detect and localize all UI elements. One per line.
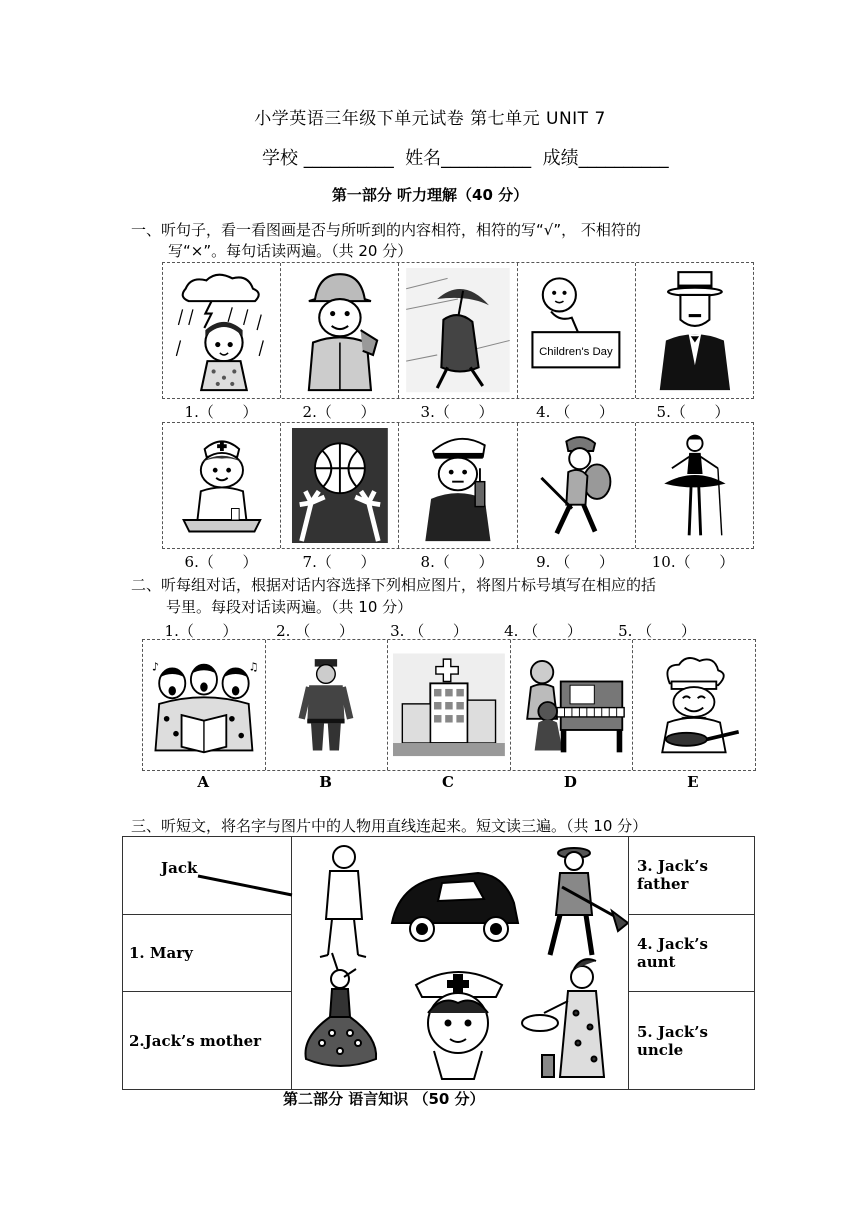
gentleman-icon — [641, 268, 749, 392]
exam-title: 小学英语三年级下单元试卷 第七单元 UNIT 7 — [254, 109, 606, 129]
section2-blank-3[interactable]: 3. （ ） — [390, 622, 468, 640]
picture-childrens-day — [518, 263, 636, 398]
matching-table — [122, 836, 755, 1090]
picture-windy-man — [399, 263, 517, 398]
dancer-icon — [641, 428, 749, 543]
answer-blank-5[interactable]: 5.（ ） — [656, 403, 730, 421]
part1-heading: 第一部分 听力理解（40 分） — [331, 186, 529, 204]
section1-instruction-line1: 一、听句子，看一看图画是否与所听到的内容相符，相符的写“√”， 不相符的 — [131, 221, 641, 239]
picture-singers — [143, 640, 266, 770]
singers-icon — [148, 645, 260, 765]
picture-basketball-hands — [281, 423, 399, 548]
section1-number-row-2 — [162, 551, 752, 572]
answer-blank-1[interactable]: 1.（ ） — [184, 403, 258, 421]
picture-gentleman — [636, 263, 753, 398]
student-info-line: 学校 __________ 姓名__________ 成绩__________ — [262, 148, 669, 169]
car-figure — [392, 873, 518, 941]
section3-instruction: 三、听短文，将名字与图片中的人物用直线连起来。短文读三遍。（共 10 分） — [131, 817, 648, 835]
picture-nurse-tray — [163, 423, 281, 548]
picture-policeman-radio — [399, 423, 517, 548]
shoveling-man-figure — [550, 848, 628, 955]
section2-instruction-line2: 号里。每段对话读两遍。（共 10 分） — [166, 598, 413, 616]
people-pictures-icon — [292, 837, 628, 1085]
nurse-figure — [416, 972, 502, 1079]
windy-man-icon — [404, 268, 512, 392]
picture-worker — [281, 263, 399, 398]
section1-number-row-1 — [162, 401, 752, 422]
basketball-hands-icon — [286, 428, 394, 543]
section1-picture-row-1 — [162, 262, 754, 399]
music-note-icon: ♪ — [151, 660, 159, 674]
match-right-aunt: 4. Jack’s aunt — [629, 914, 755, 992]
worker-icon — [286, 268, 394, 392]
answer-blank-6[interactable]: 6.（ ） — [184, 553, 258, 571]
picture-piano-lesson — [511, 640, 634, 770]
childrens-day-icon — [522, 268, 630, 392]
answer-blank-8[interactable]: 8.（ ） — [420, 553, 494, 571]
picture-hospital — [388, 640, 511, 770]
picture-policewoman — [266, 640, 389, 770]
piano-lesson-icon — [516, 645, 628, 765]
answer-blank-3[interactable]: 3.（ ） — [420, 403, 494, 421]
section2-picture-row — [142, 639, 756, 771]
nurse-tray-icon — [168, 428, 276, 543]
flamenco-dancer-figure — [306, 953, 377, 1066]
boy-figure — [320, 846, 366, 957]
section1-instruction-line2: 写“×”。每句话读两遍。（共 20 分） — [168, 242, 413, 260]
hospital-icon — [393, 645, 505, 765]
picture-dancer — [636, 423, 753, 548]
answer-blank-4[interactable]: 4. （ ） — [536, 403, 614, 421]
hiker-icon — [522, 428, 630, 543]
match-left-jack: Jack — [123, 837, 292, 915]
cooking-woman-figure — [522, 959, 604, 1077]
section2-blank-1[interactable]: 1.（ ） — [164, 622, 238, 640]
cook-icon — [638, 645, 750, 765]
music-note-icon: ♫ — [248, 660, 259, 674]
option-letter-d: D — [563, 773, 577, 791]
match-left-mary: 1. Mary — [123, 914, 292, 992]
section2-letter-row — [142, 773, 754, 791]
answer-blank-2[interactable]: 2.（ ） — [302, 403, 376, 421]
policewoman-icon — [270, 645, 382, 765]
picture-rain-girl — [163, 263, 281, 398]
part2-heading: 第二部分 语言知识 （50 分） — [283, 1090, 485, 1108]
childrens-day-sign-text: Children's Day — [539, 346, 614, 359]
answer-blank-7[interactable]: 7.（ ） — [302, 553, 376, 571]
option-letter-a: A — [197, 773, 210, 791]
match-right-uncle: 5. Jack’s uncle — [629, 992, 755, 1090]
match-left-mother: 2.Jack’s mother — [123, 992, 292, 1090]
rain-girl-icon — [168, 268, 276, 392]
section2-instruction-line1: 二、听每组对话，根据对话内容选择下列相应图片，将图片标号填写在相应的括 — [131, 576, 657, 594]
section2-blank-5[interactable]: 5. （ ） — [618, 622, 696, 640]
section2-blank-2[interactable]: 2. （ ） — [276, 622, 354, 640]
policeman-radio-icon — [404, 428, 512, 543]
match-right-father: 3. Jack’s father — [629, 837, 755, 915]
section2-blank-4[interactable]: 4. （ ） — [504, 622, 582, 640]
section2-number-row — [144, 620, 714, 641]
section1-picture-row-2 — [162, 422, 754, 549]
answer-blank-10[interactable]: 10.（ ） — [651, 553, 735, 571]
option-letter-c: C — [442, 773, 454, 791]
picture-cook — [633, 640, 755, 770]
picture-hiker — [518, 423, 636, 548]
matching-people-pictures — [292, 837, 629, 1090]
option-letter-b: B — [319, 773, 332, 791]
option-letter-e: E — [687, 773, 699, 791]
answer-blank-9[interactable]: 9. （ ） — [536, 553, 614, 571]
